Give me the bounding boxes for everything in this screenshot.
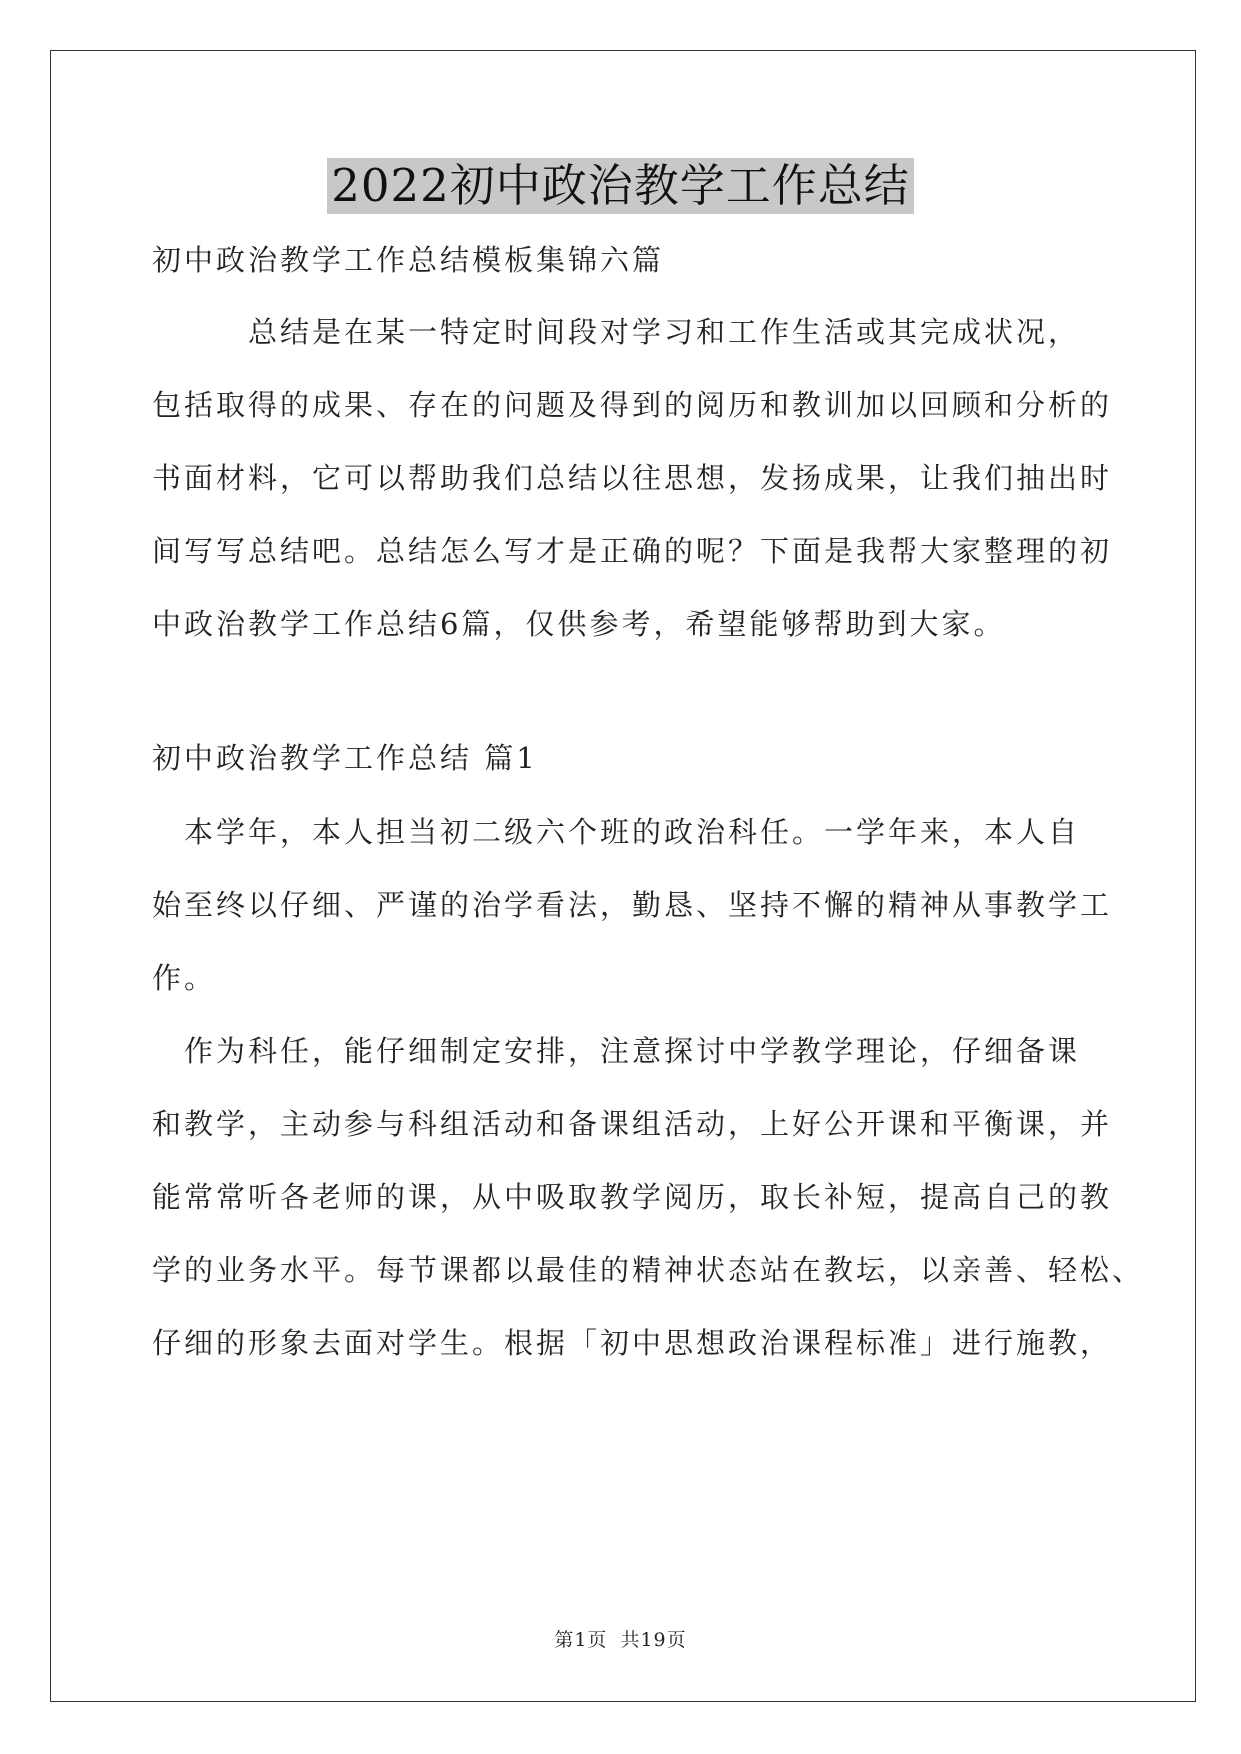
section-heading: 初中政治教学工作总结 篇1 — [152, 741, 538, 775]
paragraph-line: 本学年，本人担当初二级六个班的政治科任。一学年来，本人自 — [152, 815, 1081, 849]
paragraph-line: 学的业务水平。每节课都以最佳的精神状态站在教坛，以亲善、轻松、 — [152, 1253, 1145, 1287]
intro-line: 总结是在某一特定时间段对学习和工作生活或其完成状况， — [152, 315, 1081, 349]
paragraph-line: 和教学，主动参与科组活动和备课组活动，上好公开课和平衡课，并 — [152, 1107, 1113, 1141]
page-number: 第1页 — [554, 1629, 608, 1651]
document-title: 2022初中政治教学工作总结 — [327, 158, 914, 214]
page-border — [50, 50, 1196, 1702]
page-footer — [0, 1625, 1241, 1652]
paragraph-line: 能常常听各老师的课，从中吸取教学阅历，取长补短，提高自己的教 — [152, 1180, 1113, 1214]
intro-line: 包括取得的成果、存在的问题及得到的阅历和教训加以回顾和分析的 — [152, 388, 1113, 422]
paragraph-line: 仔细的形象去面对学生。根据「初中思想政治课程标准」进行施教， — [152, 1326, 1113, 1360]
intro-line: 间写写总结吧。总结怎么写才是正确的呢？下面是我帮大家整理的初 — [152, 534, 1113, 568]
title-container — [0, 158, 1241, 214]
document-subtitle: 初中政治教学工作总结模板集锦六篇 — [152, 243, 665, 277]
intro-line: 书面材料，它可以帮助我们总结以往思想，发扬成果，让我们抽出时 — [152, 461, 1113, 495]
paragraph-line: 始至终以仔细、严谨的治学看法，勤恳、坚持不懈的精神从事教学工 — [152, 888, 1113, 922]
paragraph-line: 作为科任，能仔细制定安排，注意探讨中学教学理论，仔细备课 — [152, 1034, 1081, 1068]
page-total: 共19页 — [620, 1629, 687, 1651]
intro-line: 中政治教学工作总结6篇，仅供参考，希望能够帮助到大家。 — [152, 607, 1006, 641]
paragraph-line: 作。 — [152, 961, 217, 995]
